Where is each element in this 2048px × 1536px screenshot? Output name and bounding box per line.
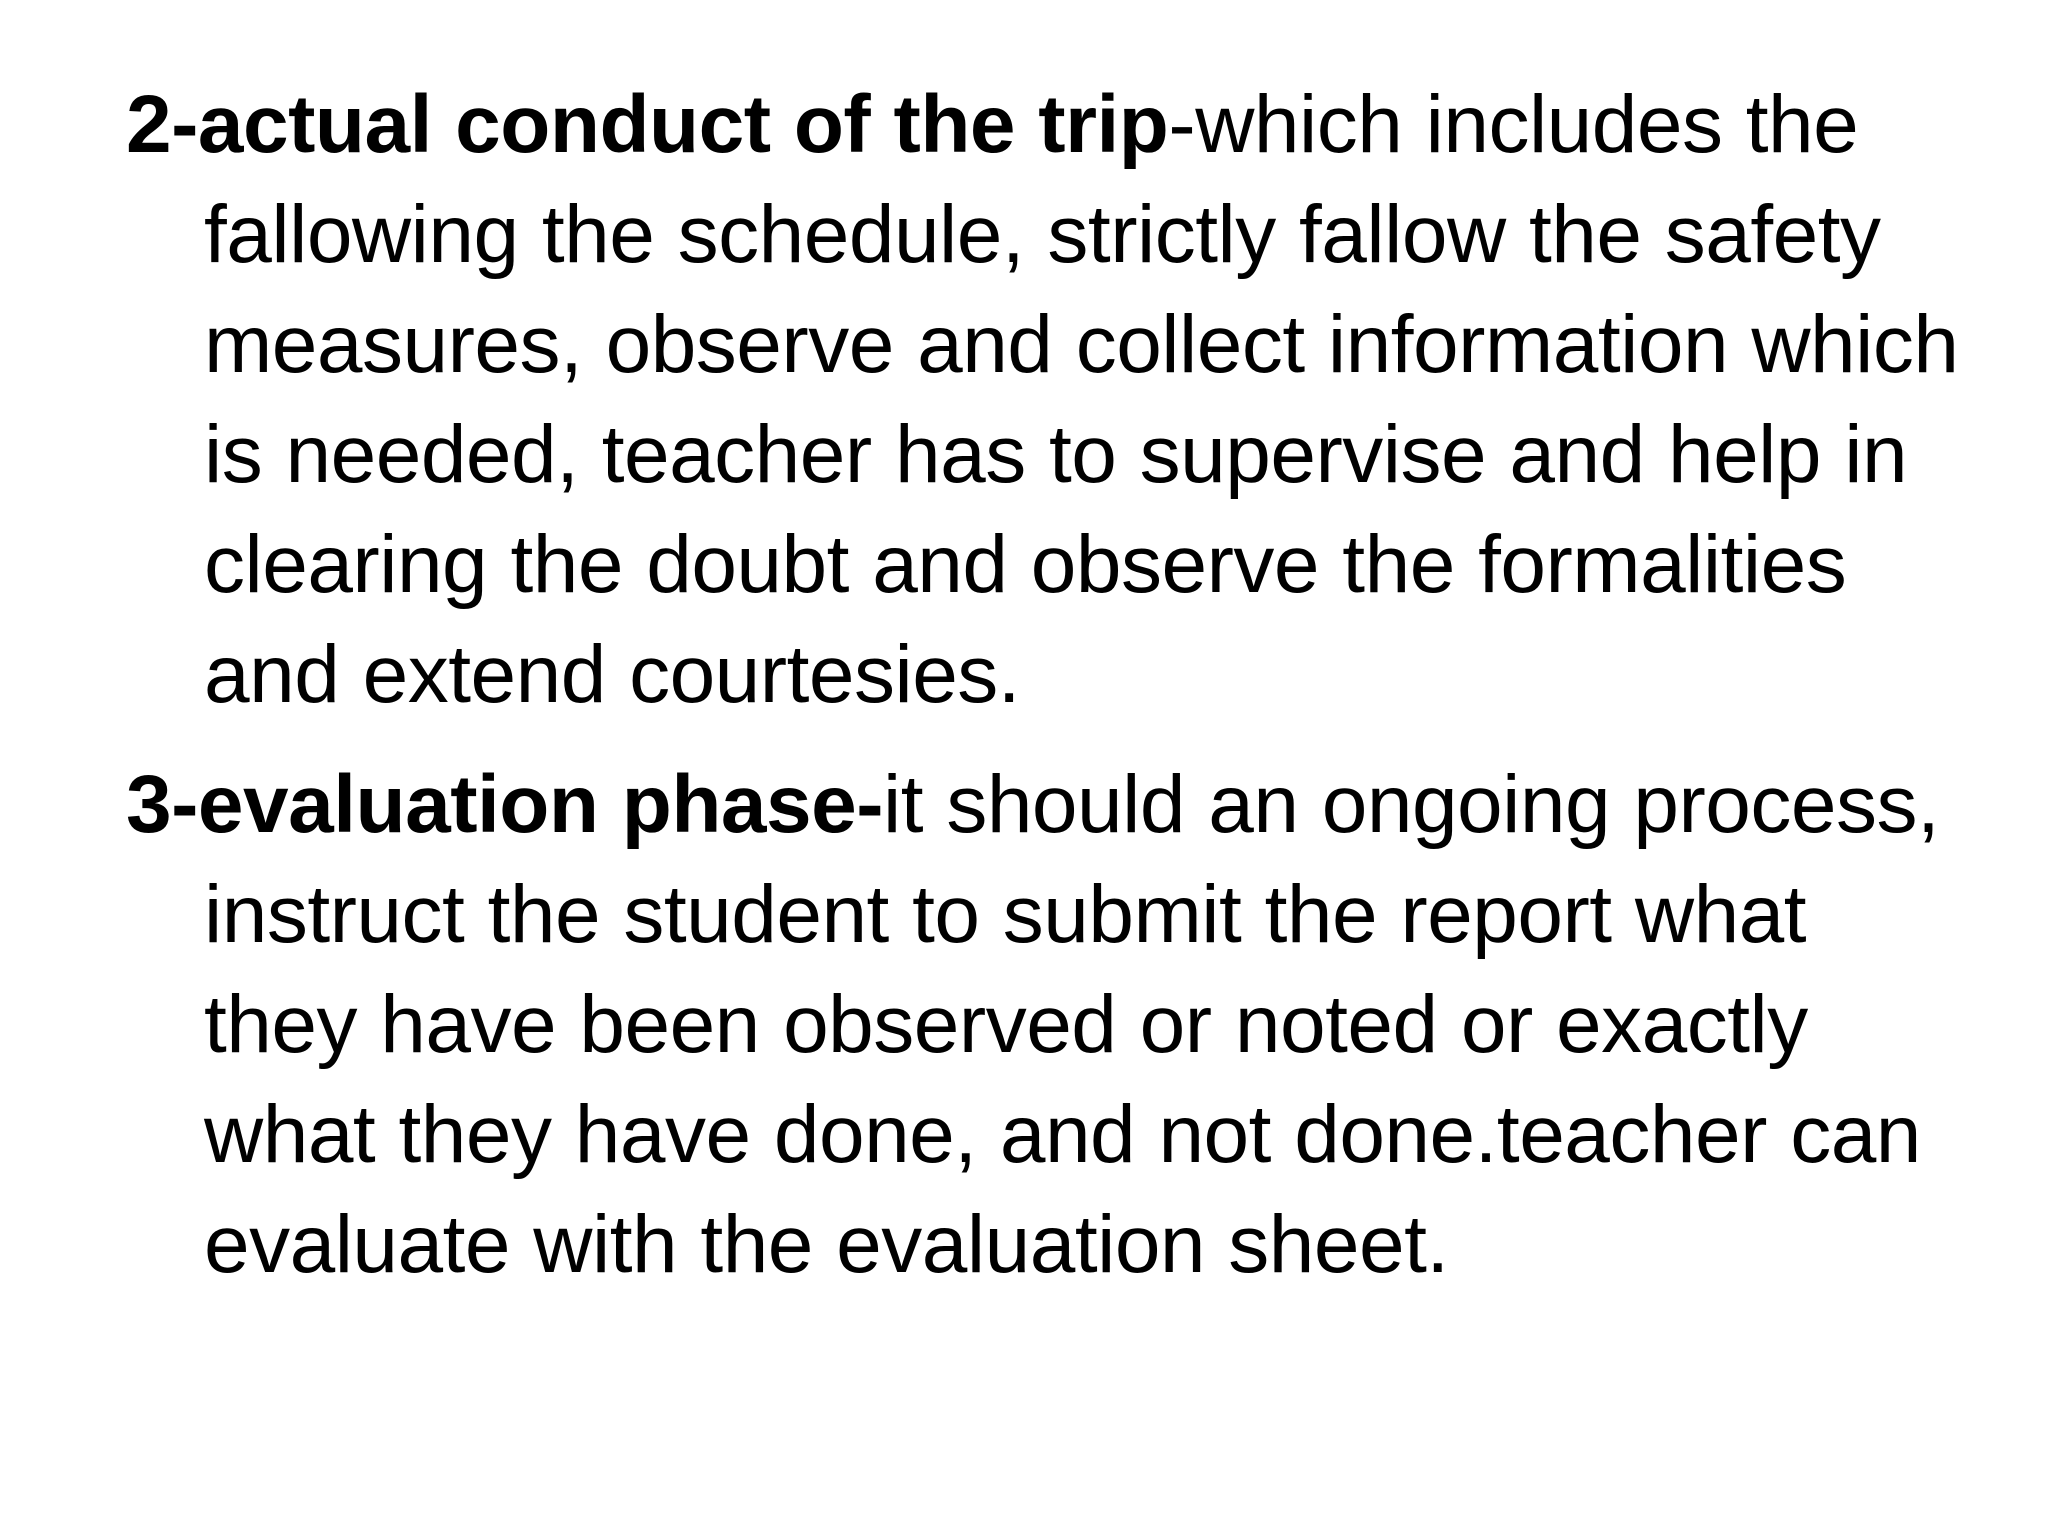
point-text: it should an ongoing process, instruct the student to submit the report what they have been observed or noted or exactly what they have done, and not done.teacher can evaluate with the evaluation sheet. <box>204 759 1940 1290</box>
point-heading: 3-evaluation phase- <box>126 759 884 850</box>
point-text: -which includes the fallowing the schedule, strictly fallow the safety measures, observe and collect information which is needed, teacher has to supervise and help in clearing the doubt and observe the formalities and extend courtesies. <box>204 79 1959 720</box>
point-heading: 2-actual conduct of the trip <box>126 79 1169 170</box>
point-actual-conduct <box>126 70 1966 730</box>
point-evaluation-phase <box>126 750 1966 1300</box>
slide-body <box>126 70 1966 1320</box>
